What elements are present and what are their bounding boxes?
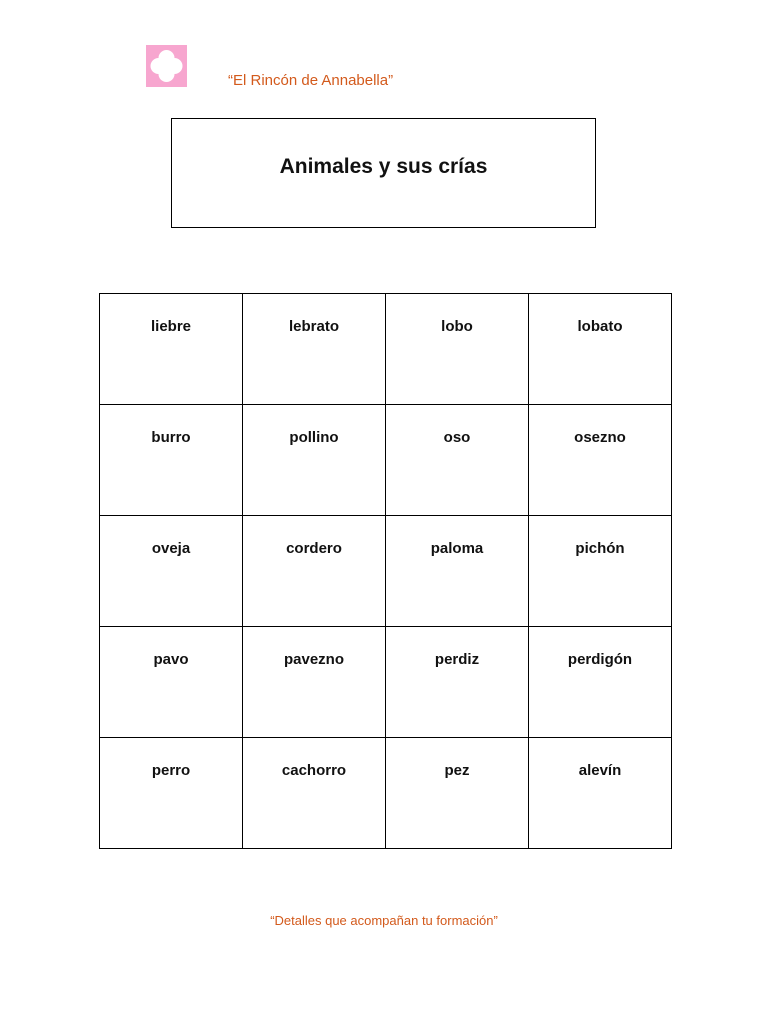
table-row bbox=[100, 627, 672, 738]
table-cell bbox=[529, 627, 672, 738]
cell-text: lobo bbox=[441, 318, 473, 335]
table-row bbox=[100, 516, 672, 627]
page-title: Animales y sus crías bbox=[279, 155, 488, 178]
table-row bbox=[100, 294, 672, 405]
cell-text: burro bbox=[151, 429, 191, 446]
table-cell bbox=[386, 738, 529, 849]
table-cell bbox=[529, 738, 672, 849]
animals-table bbox=[99, 293, 672, 849]
title-box bbox=[171, 118, 596, 228]
brand-name: “El Rincón de Annabella” bbox=[228, 72, 394, 89]
table-cell bbox=[386, 405, 529, 516]
table-cell bbox=[386, 516, 529, 627]
cell-text: pez bbox=[444, 762, 470, 779]
table-cell bbox=[243, 294, 386, 405]
cell-text: lobato bbox=[577, 318, 623, 335]
cell-text: oso bbox=[443, 429, 471, 446]
cell-text: perdiz bbox=[434, 651, 480, 668]
table-cell bbox=[386, 627, 529, 738]
table-cell bbox=[386, 294, 529, 405]
cell-text: perro bbox=[151, 762, 191, 779]
footer-slogan: “Detalles que acompañan tu formación” bbox=[270, 913, 498, 928]
table-cell bbox=[243, 738, 386, 849]
cell-text: liebre bbox=[150, 318, 192, 335]
table-cell bbox=[100, 516, 243, 627]
cell-text: perdigón bbox=[567, 651, 633, 668]
logo bbox=[146, 45, 187, 87]
cell-text: cachorro bbox=[281, 762, 347, 779]
cell-text: oveja bbox=[151, 540, 191, 557]
cell-text: pavezno bbox=[283, 651, 344, 668]
table-cell bbox=[100, 627, 243, 738]
cell-text: alevín bbox=[578, 762, 622, 779]
table-cell bbox=[100, 294, 243, 405]
table-cell bbox=[529, 405, 672, 516]
table-cell bbox=[529, 516, 672, 627]
cell-text: cordero bbox=[286, 540, 342, 557]
table-cell bbox=[243, 405, 386, 516]
table-cell bbox=[243, 627, 386, 738]
cell-text: pollino bbox=[289, 429, 339, 446]
table-row bbox=[100, 405, 672, 516]
table-cell bbox=[243, 516, 386, 627]
table-cell bbox=[529, 294, 672, 405]
table-row bbox=[100, 738, 672, 849]
table-cell bbox=[100, 738, 243, 849]
cell-text: osezno bbox=[574, 429, 626, 446]
cell-text: pavo bbox=[153, 651, 189, 668]
table-cell bbox=[100, 405, 243, 516]
pink-flower-icon bbox=[146, 45, 187, 87]
cell-text: paloma bbox=[430, 540, 484, 557]
cell-text: lebrato bbox=[288, 318, 339, 335]
cell-text: pichón bbox=[575, 540, 625, 557]
